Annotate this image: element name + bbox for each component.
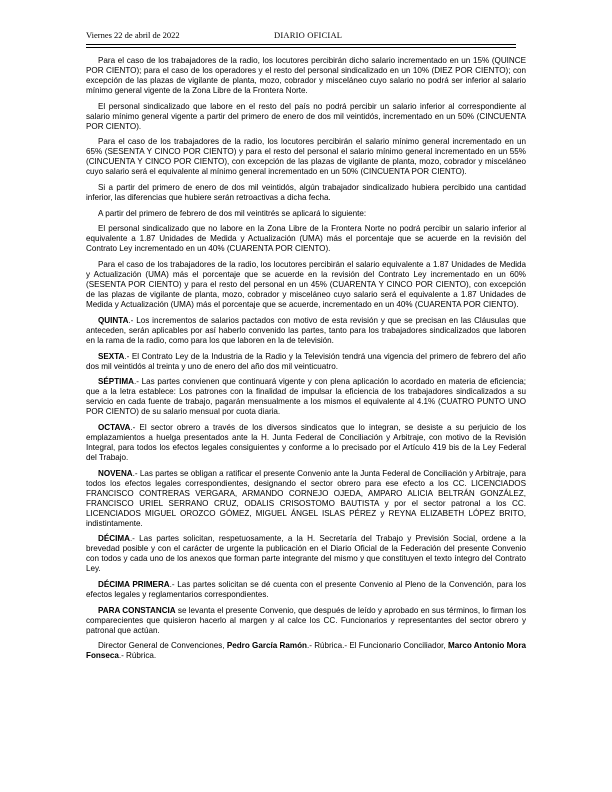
clause-septima: SÉPTIMA.- Las partes convienen que continuará vigente y con plena aplicación lo acordado en materia de eficiencia; que a la letra establece: Los patrones con la finalidad de impulsar la eficiencia de los trabajadores sindicalizados a su servicio en cada fuente de trabajo, pagarán mensualmente a los mismos el equivalente al 4.1% (CUATRO PUNTO UNO POR CIENTO) de su salario mensual por cuota diaria. bbox=[86, 377, 526, 417]
paragraph: Para el caso de los trabajadores de la radio, los locutores percibirán dicho salario incrementado en un 15% (QUINCE POR CIENTO); para el caso de los operadores y el resto del personal sindicalizado en un 10% (DIEZ POR CIENTO); con excepción de las plazas de vigilante de planta, mozo, cobrador y misceláneo cuyo salario no podrá ser inferior al salario mínimo general vigente de la Zona Libre de la Frontera Norte. bbox=[86, 56, 526, 95]
conciliator-name: Marco Antonio Mora Fonseca bbox=[86, 641, 526, 661]
clause-heading: SEXTA bbox=[98, 351, 125, 361]
constancia-paragraph: PARA CONSTANCIA se levanta el presente Convenio, que después de leído y aprobado en sus términos, lo firman los comparecientes que quisieron hacerlo al margen y al calce los CC. Funcionarios y representantes del sector obrero y patronal que actúan. bbox=[86, 605, 526, 635]
clause-heading: OCTAVA bbox=[98, 422, 131, 432]
clause-heading: QUINTA bbox=[98, 315, 129, 325]
header-rule-thick bbox=[86, 44, 516, 45]
clause-octava: OCTAVA.- El sector obrero a través de los diversos sindicatos que lo integran, se desiste a su perjuicio de los emplazamientos a huelga presentados ante la H. Junta Federal de Conciliación y Arbitraje, con motivo de la Revisión Integral, para todos los efectos legales consiguientes y conforme a lo precisado por el Artículo 419 bis de la Ley Federal del Trabajo. bbox=[86, 422, 526, 462]
header-rule-thin bbox=[86, 47, 516, 48]
clause-quinta: QUINTA.- Los incrementos de salarios pactados con motivo de esta revisión y que se precisan en las Cláusulas que anteceden, serán aplicables por así haberlo convenido las partes, tanto para los trabajadores sindicalizados que laboren en la rama de la radio, como para los que laboren en la de televisión. bbox=[86, 315, 526, 345]
clause-novena: NOVENA.- Las partes se obligan a ratificar el presente Convenio ante la Junta Federal de Conciliación y Arbitraje, para todos los efectos legales correspondientes, designando el sector obrero para ese efecto a los CC. LICENCIADOS FRANCISCO CONTRERAS VERGARA, ARMANDO CORNEJO OJEDA, AMPARO ALICIA BELTRÁN GONZÁLEZ, FRANCISCO URIEL SERRANO CRUZ, ODALIS CRISOSTOMO BAUTISTA y por el sector patronal a los CC. LICENCIADOS MIGUEL OROZCO GÓMEZ, MIGUEL ÁNGEL ISLAS PÉREZ y REYNA ELIZABETH LÓPEZ BRITO, indistintamente. bbox=[86, 468, 526, 528]
clause-heading: PARA CONSTANCIA bbox=[98, 605, 176, 615]
header-journal-title: DIARIO OFICIAL bbox=[274, 30, 343, 40]
paragraph: Para el caso de los trabajadores de la radio, los locutores percibirán el salario equivalente a 1.87 Unidades de Medida y Actualización (UMA) más el porcentaje que se acuerde en la revisión del Contrato Ley incrementado en un 60% (SESENTA POR CIENTO) y para el resto del personal en un 45% (CUARENTA Y CINCO POR CIENTO), con excepción de las plazas de vigilante de planta, mozo, cobrador y misceláneo cuyo salario será el equivalente a 1.87 Unidades de Medida y Actualización (UMA) más el porcentaje que se acuerde, incrementado en un 40% (CUARENTA POR CIENTO). bbox=[86, 260, 526, 310]
clause-heading: DÉCIMA bbox=[98, 534, 130, 544]
paragraph: A partir del primero de febrero de dos mil veintitrés se aplicará lo siguiente: bbox=[98, 208, 367, 218]
clause-sexta: SEXTA.- El Contrato Ley de la Industria de la Radio y la Televisión tendrá una vigencia del primero de febrero del año dos mil veintidós al treinta y uno de enero del año dos mil veinticuatro. bbox=[86, 351, 526, 371]
paragraph: Si a partir del primero de enero de dos mil veintidós, algún trabajador sindicalizado hubiera percibido una cantidad inferior, las diferencias que hubiere serán retroactivas a dicha fecha. bbox=[86, 183, 526, 203]
clause-heading: SÉPTIMA bbox=[98, 377, 134, 387]
clause-heading: DÉCIMA PRIMERA bbox=[98, 579, 170, 589]
document-body bbox=[86, 56, 526, 667]
clause-decima-primera: DÉCIMA PRIMERA.- Las partes solicitan se dé cuenta con el presente Convenio al Pleno de la Convención, para los efectos legales y reglamentarios correspondientes. bbox=[86, 579, 526, 599]
header-date: Viernes 22 de abril de 2022 bbox=[86, 30, 180, 40]
paragraph: El personal sindicalizado que no labore en la Zona Libre de la Frontera Norte no podrá percibir un salario inferior al equivalente a 1.87 Unidades de Medida y Actualización (UMA) más el porcentaje que se acuerde en la revisión del Contrato Ley incrementado en un 40% (CUARENTA POR CIENTO). bbox=[86, 224, 526, 254]
director-name: Pedro García Ramón bbox=[226, 641, 307, 651]
paragraph: El personal sindicalizado que labore en el resto del país no podrá percibir un salario inferior al correspondiente al salario mínimo general vigente a partir del primero de enero de dos mil veintidós, incrementado en un 50% (CINCUENTA POR CIENTO). bbox=[86, 101, 526, 131]
clause-heading: NOVENA bbox=[98, 468, 133, 478]
clause-decima: DÉCIMA.- Las partes solicitan, respetuosamente, a la H. Secretaría del Trabajo y Previsión Social, ordene a la brevedad posible y con el carácter de urgente la publicación en el Diario Oficial de la Federación del presente Convenio con todos y cada uno de los anexos que forman parte integrante del mismo y que constituyen el texto íntegro del Contrato Ley. bbox=[86, 534, 526, 574]
signature-line: Director General de Convenciones, Pedro García Ramón.- Rúbrica.- El Funcionario Conciliador, Marco Antonio Mora Fonseca.- Rúbrica. bbox=[86, 641, 526, 661]
paragraph: Para el caso de los trabajadores de la radio, los locutores percibirán el salario mínimo general incrementado en un 65% (SESENTA Y CINCO POR CIENTO) y para el resto del personal el salario mínimo general incrementado en un 55% (CINCUENTA Y CINCO POR CIENTO), con excepción de las plazas de vigilante de planta, mozo, cobrador y misceláneo cuyo salario será el equivalente al mínimo general incrementado en un 50% (CINCUENTA POR CIENTO). bbox=[86, 137, 526, 177]
page-header bbox=[86, 30, 516, 44]
